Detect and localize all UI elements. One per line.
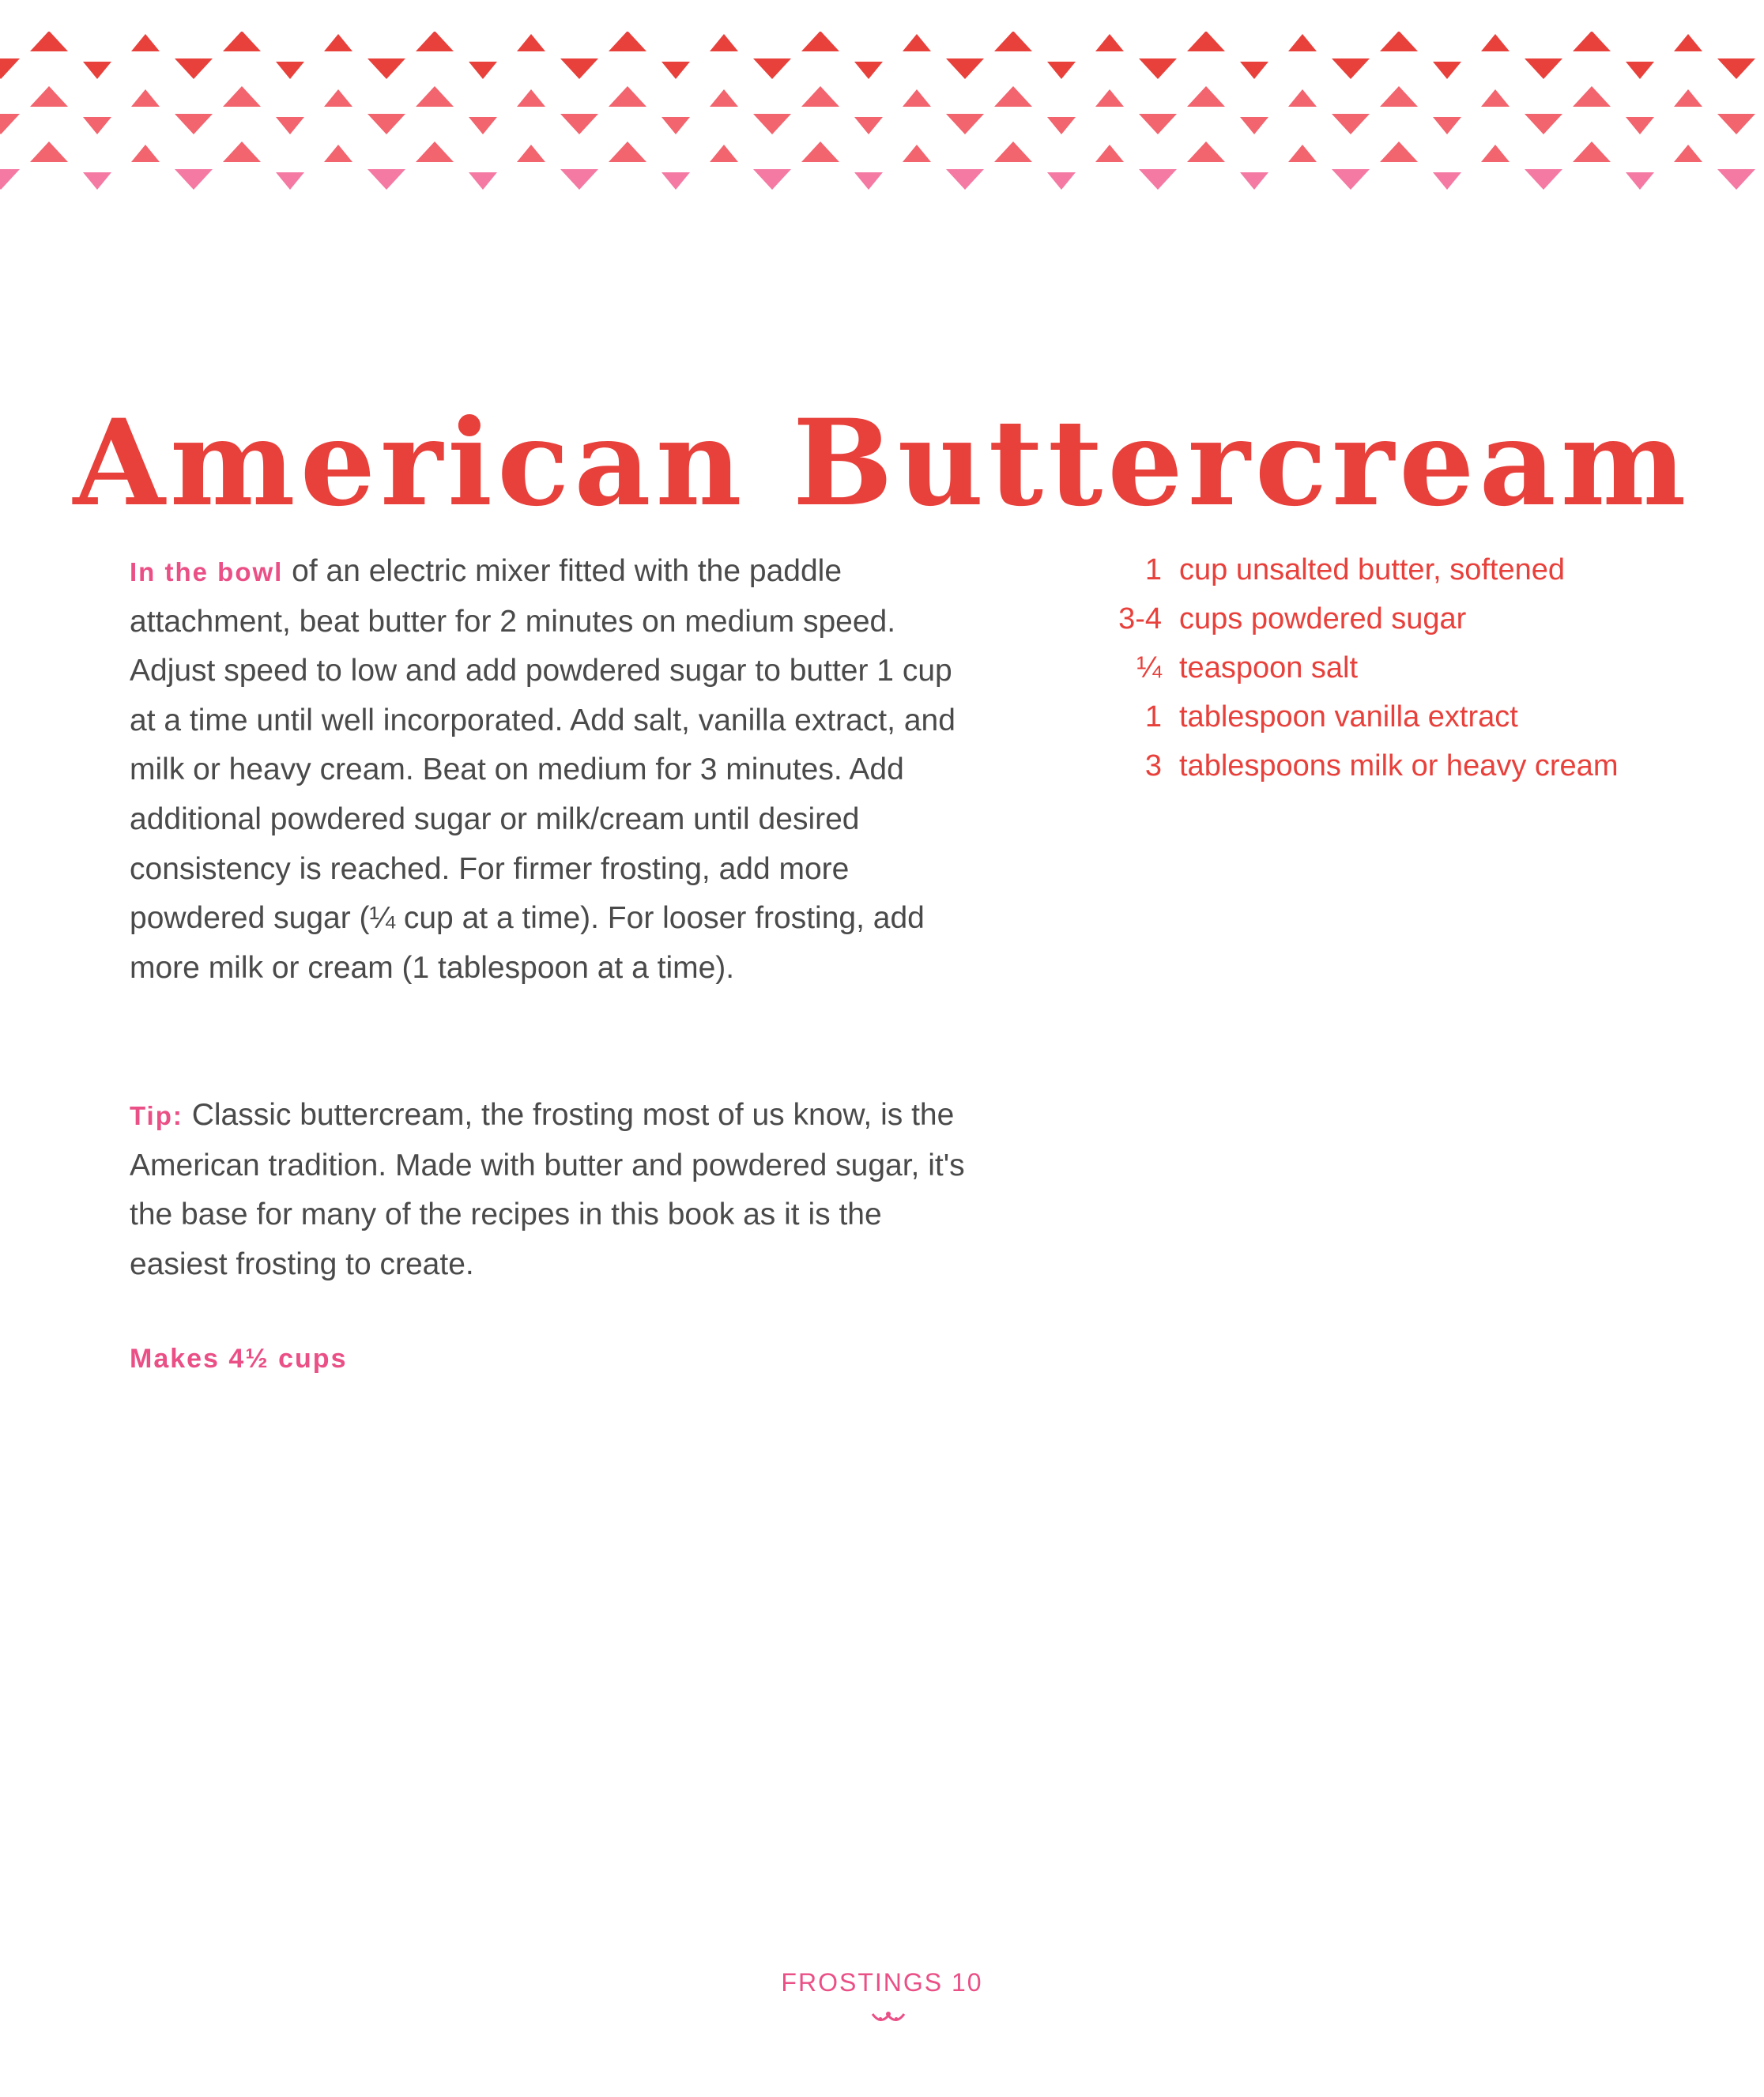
banner-triangle — [1481, 34, 1510, 51]
banner-triangle — [469, 172, 497, 190]
banner-triangle — [1095, 34, 1124, 51]
banner-triangle — [994, 86, 1032, 107]
banner-triangle — [0, 58, 20, 79]
banner-triangle — [1332, 114, 1370, 134]
banner-triangle — [175, 114, 213, 134]
banner-triangle — [368, 169, 405, 190]
banner-triangle — [710, 34, 738, 51]
ingredient-quantity: 3-4 — [1118, 602, 1162, 636]
page-title: American Buttercream — [73, 393, 1691, 533]
tip-text: Classic buttercream, the frosting most of us know, is the American tradition. Made with butter and powdered sugar, it's the base for many of the recipes in this book as it is the easiest frosting to create. — [130, 1098, 965, 1281]
banner-triangle — [1332, 169, 1370, 190]
banner-triangle — [517, 34, 545, 51]
banner-triangle — [1626, 117, 1654, 134]
banner-triangle — [416, 86, 454, 107]
banner-triangle — [903, 145, 931, 162]
banner-triangle — [1626, 172, 1654, 190]
banner-triangle — [83, 117, 111, 134]
banner-triangle — [276, 62, 304, 79]
triangle-banner — [0, 32, 1764, 190]
banner-triangle — [30, 141, 68, 162]
banner-triangle — [710, 89, 738, 107]
banner-triangle — [801, 32, 839, 51]
banner-triangle — [1187, 32, 1225, 51]
banner-triangle — [662, 172, 690, 190]
ingredient-quantity: 1 — [1144, 700, 1162, 734]
ingredient-quantity: 1 — [1144, 553, 1162, 586]
banner-triangle — [223, 86, 261, 107]
banner-triangle — [324, 34, 352, 51]
ingredient-row — [1083, 741, 1731, 790]
banner-triangle — [560, 169, 598, 190]
banner-triangle — [0, 169, 20, 190]
banner-triangle — [324, 145, 352, 162]
banner-triangle — [1095, 145, 1124, 162]
banner-triangle — [903, 34, 931, 51]
flourish-ornament-icon — [869, 2008, 907, 2027]
banner-triangle — [324, 89, 352, 107]
banner-triangle — [30, 32, 68, 51]
method-lead: In the bowl — [130, 557, 284, 586]
banner-triangle — [609, 86, 646, 107]
banner-triangle — [469, 62, 497, 79]
ingredient-row — [1083, 545, 1731, 594]
banner-triangle — [30, 86, 68, 107]
banner-triangle — [1525, 58, 1562, 79]
banner-triangle — [368, 114, 405, 134]
banner-triangle — [1047, 117, 1076, 134]
banner-triangle — [416, 32, 454, 51]
ingredient-name: tablespoon vanilla extract — [1179, 700, 1518, 734]
banner-triangle — [1187, 141, 1225, 162]
banner-triangle — [1240, 117, 1268, 134]
banner-triangle — [1433, 172, 1461, 190]
banner-triangle — [1288, 34, 1317, 51]
banner-triangle — [1573, 32, 1611, 51]
method-paragraph — [130, 547, 975, 993]
banner-triangle — [854, 117, 883, 134]
banner-triangle — [854, 172, 883, 190]
tip-label: Tip: — [130, 1101, 183, 1130]
banner-triangle — [1573, 86, 1611, 107]
banner-triangle — [946, 114, 984, 134]
banner-triangle — [1332, 58, 1370, 79]
banner-triangle — [1674, 34, 1702, 51]
method-text: of an electric mixer fitted with the paddle attachment, beat butter for 2 minutes on medium speed. Adjust speed to low and add powdered sugar to butter 1 cup at a time until well incorporated. Add salt, vanilla extract, and milk or heavy cream. Beat on medium for 3 minutes. Add additional powdered sugar or milk/cream until desired consistency is reached. For firmer frosting, add more powdered sugar (¼ cup at a time). For looser frosting, add more milk or cream (1 tablespoon at a time). — [130, 554, 956, 985]
banner-triangle — [416, 141, 454, 162]
ingredient-quantity: ¼ — [1136, 651, 1162, 685]
banner-triangle — [0, 114, 20, 134]
banner-triangle — [1240, 172, 1268, 190]
banner-triangle — [801, 141, 839, 162]
banner-triangle — [223, 32, 261, 51]
banner-triangle — [517, 145, 545, 162]
banner-triangle — [946, 169, 984, 190]
banner-triangle — [368, 58, 405, 79]
banner-triangle — [276, 117, 304, 134]
banner-triangle — [903, 89, 931, 107]
banner-triangle — [469, 117, 497, 134]
banner-triangle — [560, 58, 598, 79]
banner-triangle — [1525, 169, 1562, 190]
banner-triangle — [276, 172, 304, 190]
banner-triangle — [1139, 169, 1177, 190]
banner-triangle — [1187, 86, 1225, 107]
banner-triangle — [662, 117, 690, 134]
banner-triangle — [1481, 145, 1510, 162]
banner-triangle — [1717, 169, 1755, 190]
banner-triangle — [1674, 145, 1702, 162]
banner-triangle — [1525, 114, 1562, 134]
ingredient-name: cups powdered sugar — [1179, 602, 1467, 636]
banner-triangle — [854, 62, 883, 79]
tip-paragraph — [130, 1091, 975, 1289]
banner-triangle — [1674, 89, 1702, 107]
banner-triangle — [710, 145, 738, 162]
banner-triangle — [753, 58, 791, 79]
ingredient-row — [1083, 692, 1731, 741]
banner-triangle — [1481, 89, 1510, 107]
banner-triangle — [1573, 141, 1611, 162]
ingredient-quantity: 3 — [1144, 749, 1162, 783]
banner-triangle — [1626, 62, 1654, 79]
banner-triangle — [1047, 62, 1076, 79]
ingredient-row — [1083, 643, 1731, 692]
ingredient-name: teaspoon salt — [1179, 651, 1359, 685]
banner-triangle — [131, 89, 160, 107]
banner-triangle — [223, 141, 261, 162]
banner-triangle — [753, 114, 791, 134]
banner-triangle — [662, 62, 690, 79]
banner-triangle — [1047, 172, 1076, 190]
ingredient-row — [1083, 594, 1731, 643]
banner-triangle — [1717, 58, 1755, 79]
banner-triangle — [609, 32, 646, 51]
banner-triangle — [753, 169, 791, 190]
banner-triangle — [83, 62, 111, 79]
ingredient-name: tablespoons milk or heavy cream — [1179, 749, 1619, 783]
banner-triangle — [609, 141, 646, 162]
banner-triangle — [1095, 89, 1124, 107]
banner-triangle — [175, 58, 213, 79]
banner-triangle — [1139, 114, 1177, 134]
yield: Makes 4½ cups — [130, 1344, 348, 1374]
banner-triangle — [1288, 89, 1317, 107]
banner-triangle — [1240, 62, 1268, 79]
banner-triangle — [517, 89, 545, 107]
banner-triangle — [1380, 141, 1418, 162]
banner-triangle — [560, 114, 598, 134]
banner-triangle — [1288, 145, 1317, 162]
banner-triangle — [83, 172, 111, 190]
banner-triangle — [1380, 86, 1418, 107]
banner-triangle — [801, 86, 839, 107]
ingredient-list — [1083, 545, 1731, 790]
banner-triangle — [1139, 58, 1177, 79]
page-footer: FROSTINGS 10 — [781, 1968, 983, 1997]
banner-triangle — [131, 145, 160, 162]
banner-triangle — [131, 34, 160, 51]
ingredient-name: cup unsalted butter, softened — [1179, 553, 1566, 586]
banner-triangle — [1433, 117, 1461, 134]
banner-triangle — [994, 141, 1032, 162]
banner-triangle — [994, 32, 1032, 51]
banner-triangle — [175, 169, 213, 190]
banner-triangle — [1380, 32, 1418, 51]
banner-triangle — [1717, 114, 1755, 134]
banner-triangle — [1433, 62, 1461, 79]
banner-triangle — [946, 58, 984, 79]
